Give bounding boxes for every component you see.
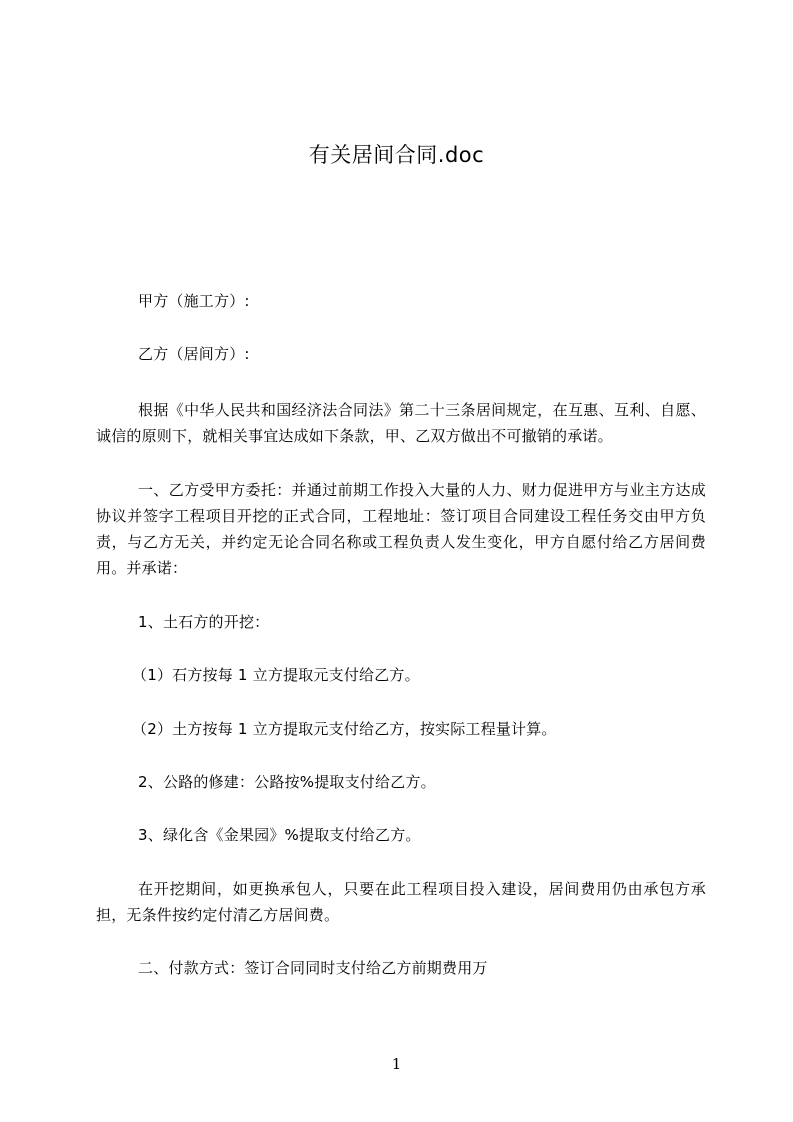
item-2-line: 2、公路的修建：公路按%提取支付给乙方。 xyxy=(138,773,436,791)
clause-two-line: 二、付款方式：签订合同同时支付给乙方前期费用万 xyxy=(138,959,488,977)
document-title: 有关居间合同.doc xyxy=(308,143,485,167)
sub-item-1: （1）石方按每 1 立方提取元支付给乙方。 xyxy=(132,666,420,684)
party-b-line: 乙方（居间方）: xyxy=(138,345,250,363)
basis-paragraph: 根据《中华人民共和国经济法合同法》第二十三条居间规定，在互惠、互利、自愿、诚信的原则下，就相关事宜达成如下条款，甲、乙双方做出不可撤销的承诺。 xyxy=(96,401,706,445)
during-excavation-paragraph: 在开挖期间，如更换承包人，只要在此工程项目投入建设，居间费用仍由承包方承担，无条件按约定付清乙方居间费。 xyxy=(96,880,706,924)
clause-one-paragraph: 一、乙方受甲方委托：并通过前期工作投入大量的人力、财力促进甲方与业主方达成协议并签字工程项目开挖的正式合同，工程地址：签订项目合同建设工程任务交由甲方负责，与乙方无关，并约定无论合同名称或工程负责人发生变化，甲方自愿付给乙方居间费用。并承诺： xyxy=(96,481,706,577)
sub-item-2: （2）土方按每 1 立方提取元支付给乙方，按实际工程量计算。 xyxy=(132,720,557,738)
item-3-line: 3、绿化含《金果园》%提取支付给乙方。 xyxy=(138,826,421,844)
item-1-heading: 1、土石方的开挖： xyxy=(138,613,270,631)
party-a-line: 甲方（施工方）: xyxy=(138,292,250,310)
page-number: 1 xyxy=(391,1055,402,1073)
